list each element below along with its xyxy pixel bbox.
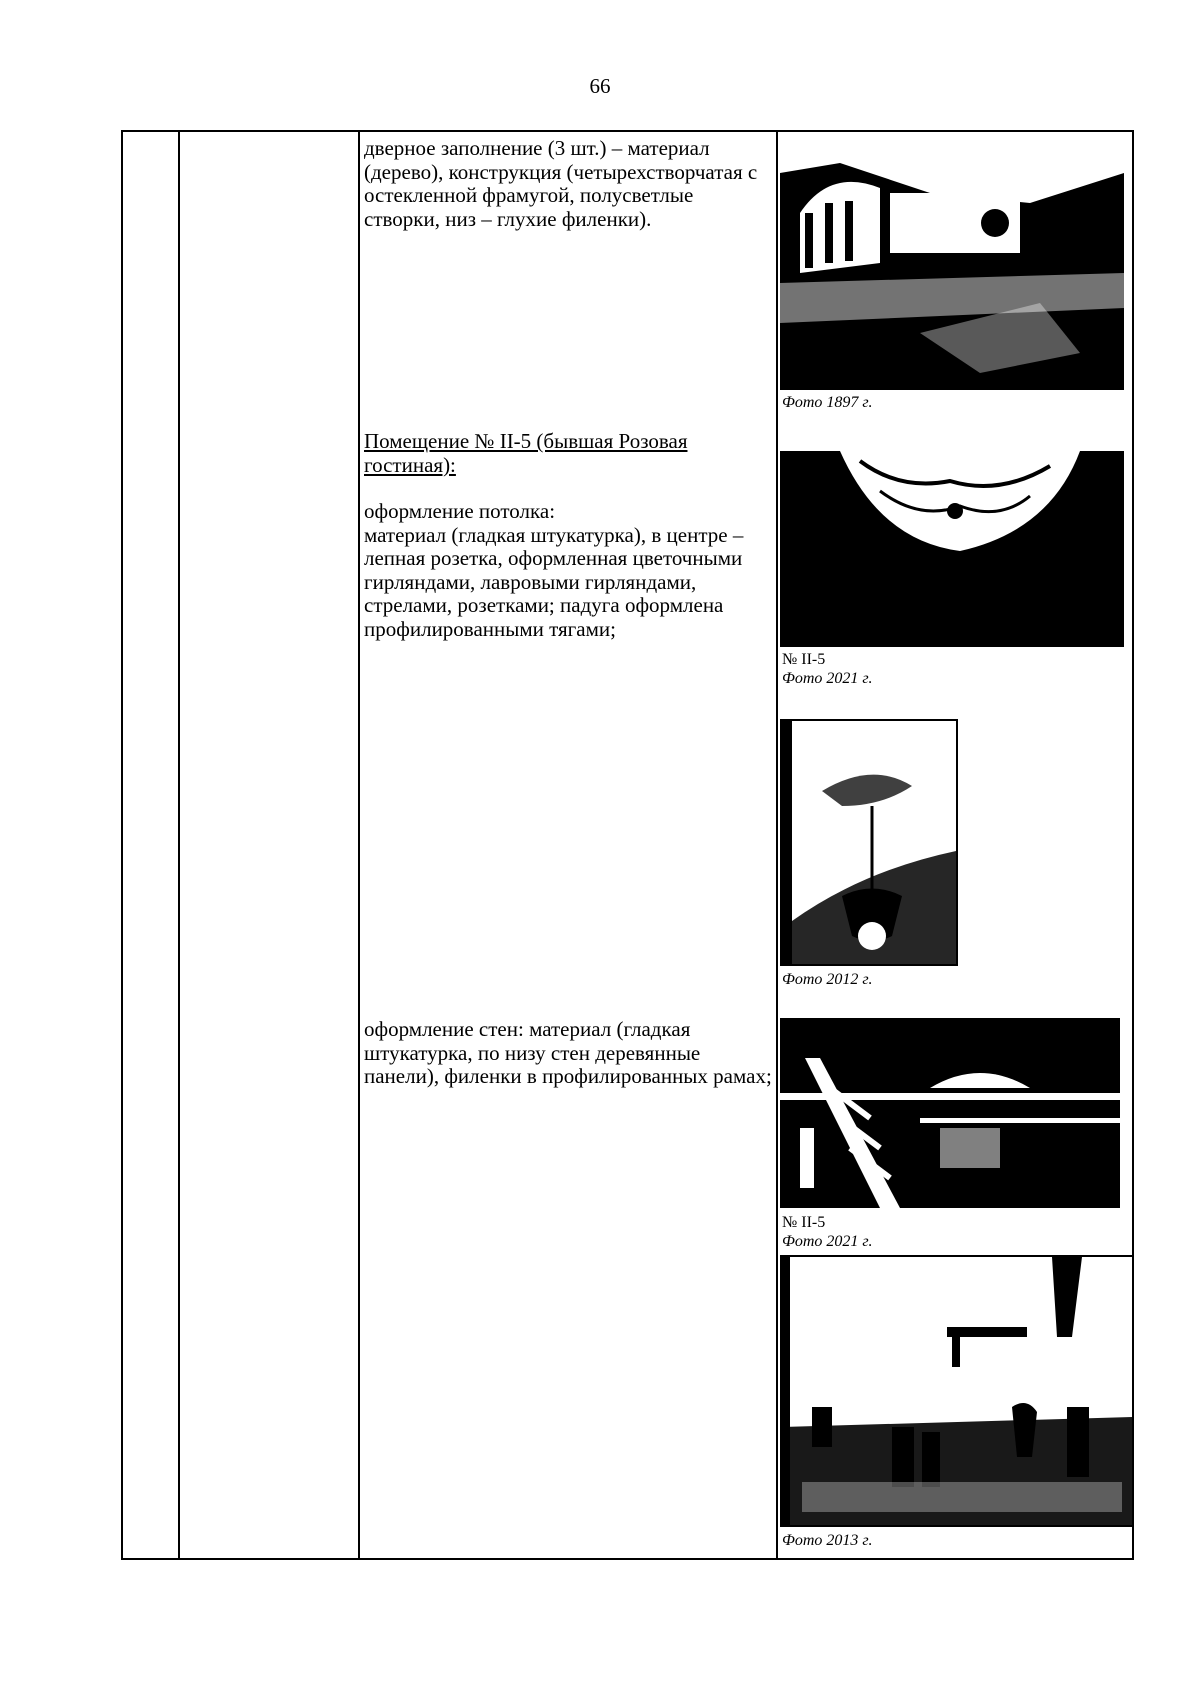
- room-heading: Помещение № II-5 (бывшая Розовая гостиная):: [364, 429, 688, 477]
- photo-2012-chandelier: [780, 719, 958, 966]
- walls-description: оформление стен: материал (гладкая штукатурка, по низу стен деревянные панели), филенки в профилированных рамах;: [364, 1017, 772, 1088]
- page-number: 66: [589, 74, 611, 98]
- caption-photo-2: [782, 650, 872, 688]
- column-divider-1: [178, 132, 180, 1558]
- caption-photo-4-number: № II-5: [782, 1214, 826, 1231]
- ceiling-description: материал (гладкая штукатурка), в центре – лепная розетка, оформленная цветочными гирляндами, лавровыми гирляндами, стрелами, розетками; падуга оформлена профилированными тягами;: [364, 522, 744, 641]
- ceiling-title: оформление потолка:: [364, 499, 556, 523]
- door-fill-text: [364, 137, 774, 231]
- walls-text: [364, 1018, 774, 1089]
- caption-photo-2-year: Фото 2021 г.: [782, 670, 873, 687]
- photo-2021-ceiling: [780, 451, 1124, 647]
- door-fill-paragraph: дверное заполнение (3 шт.) – материал (дерево), конструкция (четырехстворчатая с остекленной фрамугой, полусветлые створки, низ – глухие филенки).: [364, 136, 758, 231]
- column-divider-2: [358, 132, 360, 1558]
- caption-photo-4-year: Фото 2021 г.: [782, 1233, 873, 1250]
- photo-1897-hall: [780, 133, 1124, 390]
- caption-photo-3: Фото 2012 г.: [782, 971, 873, 988]
- column-divider-3: [776, 132, 778, 1558]
- caption-photo-5: Фото 2013 г.: [782, 1532, 873, 1549]
- caption-photo-1: Фото 1897 г.: [782, 394, 873, 411]
- photo-2013-interior: [780, 1255, 1134, 1527]
- caption-photo-4: [782, 1213, 872, 1251]
- room-section: [364, 430, 774, 641]
- caption-photo-2-number: № II-5: [782, 651, 826, 668]
- photo-2021-walls: [780, 1018, 1120, 1208]
